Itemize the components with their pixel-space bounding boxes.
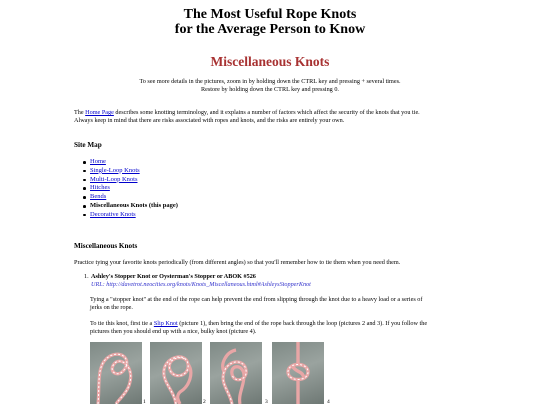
intro-post-link: describes some knotting terminology, and it explains a number of factors which affect the security of the knots that you tie. (113, 109, 420, 116)
knot-photo-caption-4: 4 (327, 399, 330, 405)
intro-pre-link: The (74, 109, 86, 116)
knot-number: 1. (84, 273, 89, 280)
knot-instructions-line-2: pictures then you should end up with a nice, bulky knot (picture 4). (90, 328, 257, 335)
sitemap-list (90, 158, 178, 220)
knot-photo-caption-3: 3 (265, 399, 268, 405)
sitemap-current-label: Miscellaneous Knots (this page) (90, 201, 178, 209)
knot-photo-4[interactable] (272, 342, 324, 404)
sitemap-link-bends[interactable]: Bends (90, 193, 107, 201)
page-title-line-1: The Most Useful Rope Knots (183, 7, 357, 22)
rope-knot-2-image (150, 342, 202, 404)
knot-instructions-post: (picture 1), then bring the end of the rope back through the loop (pictures 2 and 3). If you follow the (177, 320, 428, 327)
knot-instructions (90, 320, 465, 336)
zoom-note-line-2: Restore by holding down the CTRL key and pressing 0. (201, 86, 339, 93)
sitemap-item-current (90, 202, 178, 211)
sitemap-link-home[interactable]: Home (90, 158, 106, 165)
sitemap-heading: Site Map (74, 141, 102, 149)
rope-knot-3-image (210, 342, 262, 404)
knot-url: URL: http://davetrot.neocities.org/knots/Knots_Miscellaneous.html#AshleysStopperKnot (91, 281, 311, 288)
sitemap-item-bends[interactable] (90, 193, 178, 202)
sitemap-item-single-loop[interactable] (90, 167, 178, 176)
slip-knot-link[interactable]: Slip Knot (153, 320, 178, 327)
intro-line-1 (74, 109, 464, 117)
intro-paragraph (74, 109, 464, 125)
sitemap-link-multi-loop[interactable]: Multi-Loop Knots (90, 175, 138, 183)
knot-instructions-pre: To tie this knot, first tie a (90, 320, 154, 327)
knot-photo-1[interactable] (90, 342, 142, 404)
sitemap-link-single-loop[interactable]: Single-Loop Knots (90, 166, 140, 174)
home-page-link[interactable]: Home Page (85, 109, 114, 116)
misc-intro: Practice tying your favorite knots periodically (from different angles) so that you'll remember how to tie them when you need them. (74, 259, 401, 266)
sitemap-link-hitches[interactable]: Hitches (90, 184, 110, 192)
knot-photo-caption-1: 1 (143, 399, 146, 405)
knot-description-line-1: Tying a "stopper knot" at the end of the rope can help prevent the end from slipping through the knot due to a heavy load or a series of (90, 296, 423, 303)
sitemap-item-decorative[interactable] (90, 211, 178, 220)
knot-description-line-2: jerks on the rope. (90, 304, 133, 311)
knot-photo-caption-2: 2 (203, 399, 206, 405)
knot-instructions-line-1 (90, 320, 465, 328)
section-title: Miscellaneous Knots (210, 54, 330, 69)
zoom-note-line-1: To see more details in the pictures, zoom in by holding down the CTRL key and pressing + several times. (139, 78, 401, 85)
zoom-note (0, 78, 540, 94)
sitemap-item-hitches[interactable] (90, 184, 178, 193)
page-title (0, 7, 540, 37)
knot-description (90, 296, 465, 312)
rope-knot-1-image (90, 342, 142, 404)
misc-heading: Miscellaneous Knots (74, 242, 138, 250)
sitemap-item-home[interactable] (90, 158, 178, 167)
knot-name: Ashley's Stopper Knot or Oysterman's Stopper or ABOK #526 (91, 273, 256, 280)
rope-knot-4-image (272, 342, 324, 404)
sitemap-link-decorative[interactable]: Decorative Knots (90, 210, 136, 218)
knot-photo-3[interactable] (210, 342, 262, 404)
intro-line-2: Always keep in mind that there are risks associated with ropes and knots, and the risks are entirely your own. (74, 117, 345, 124)
knot-photo-2[interactable] (150, 342, 202, 404)
sitemap-item-multi-loop[interactable] (90, 176, 178, 185)
page-title-line-2: for the Average Person to Know (174, 22, 366, 37)
